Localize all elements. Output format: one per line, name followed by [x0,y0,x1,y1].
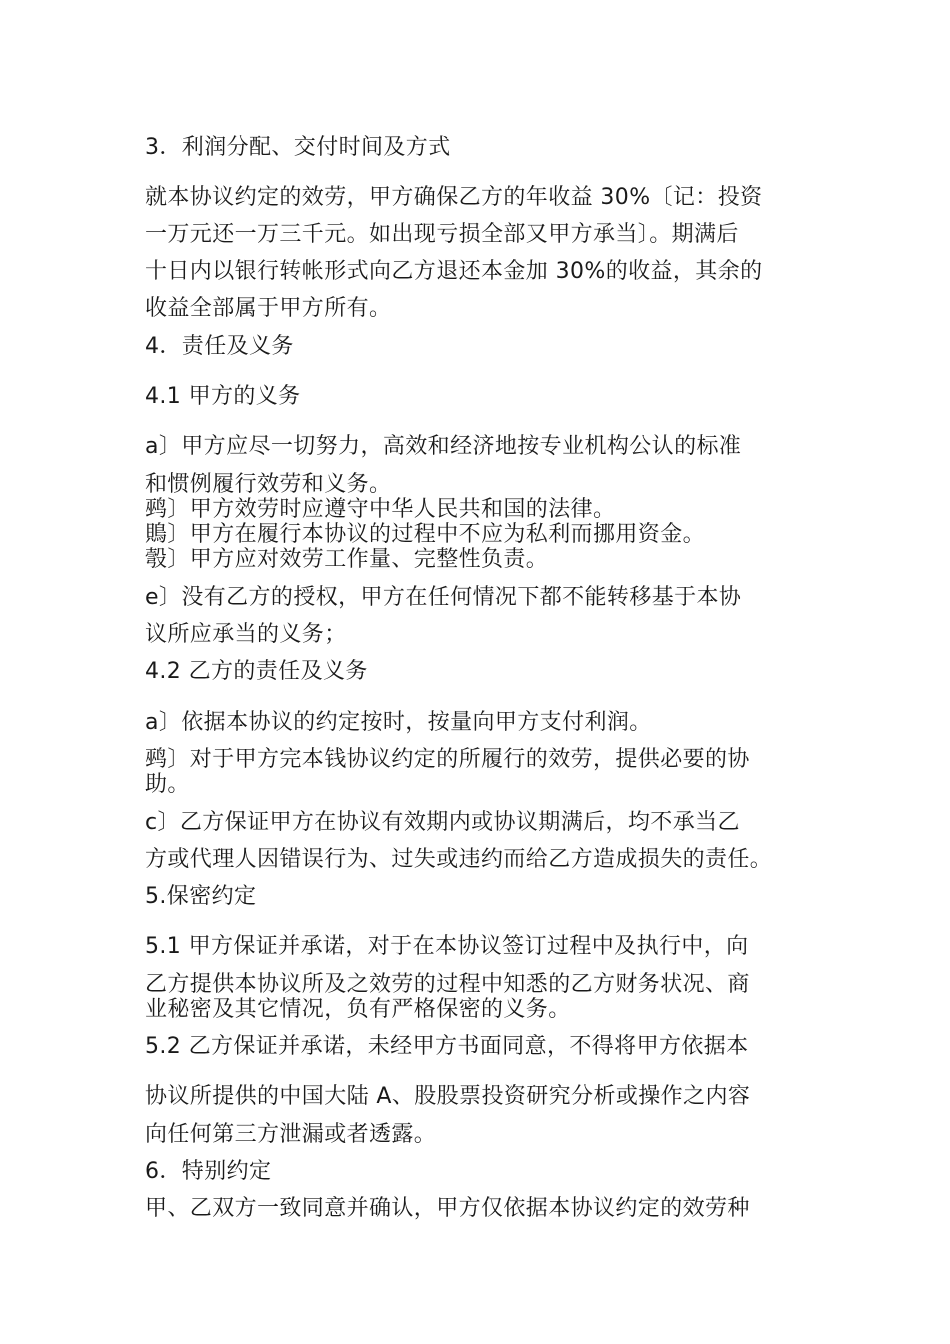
list-item-line: 和惯例履行效劳和义务。 [145,472,392,497]
list-item-line: 鹀〕甲方效劳时应遵守中华人民共和国的法律。 [145,497,616,522]
list-item-line: 鹀〕对于甲方完本钱协议约定的所履行的效劳，提供必要的协 [145,747,750,772]
section-heading: 3．利润分配、交付时间及方式 [145,135,451,160]
section-heading: 5.保密约定 [145,884,257,909]
subsection-heading: 4.2 乙方的责任及义务 [145,659,368,684]
list-item-line: e〕没有乙方的授权，甲方在任何情况下都不能转移基于本协 [145,585,742,610]
section-heading: 6．特别约定 [145,1159,272,1184]
list-item-line: c〕乙方保证甲方在协议有效期内或协议期满后，均不承当乙 [145,810,740,835]
paragraph-line: 协议所提供的中国大陆 A、股股票投资研究分析或操作之内容 [145,1084,751,1109]
list-item-line: a〕甲方应尽一切努力，高效和经济地按专业机构公认的标准 [145,434,742,459]
list-item-line: a〕依据本协议的约定按时，按量向甲方支付利润。 [145,710,652,735]
paragraph-line: 甲、乙双方一致同意并确认，甲方仅依据本协议约定的效劳种 [145,1196,750,1221]
subsection-heading: 4.1 甲方的义务 [145,384,301,409]
list-item-line: 彀〕甲方应对效劳工作量、完整性负责。 [145,547,549,572]
paragraph-line: 5.2 乙方保证并承诺，未经甲方书面同意，不得将甲方依据本 [145,1034,749,1059]
paragraph-line: 收益全部属于甲方所有。 [145,296,392,321]
list-item-line: 鵙〕甲方在履行本协议的过程中不应为私利而挪用资金。 [145,522,706,547]
paragraph-line: 乙方提供本协议所及之效劳的过程中知悉的乙方财务状况、商 [145,972,750,997]
paragraph-line: 就本协议约定的效劳，甲方确保乙方的年收益 30%〔记：投资 [145,185,763,210]
paragraph-line: 十日内以银行转帐形式向乙方退还本金加 30%的收益，其余的 [145,259,763,284]
paragraph-line: 5.1 甲方保证并承诺，对于在本协议签订过程中及执行中，向 [145,934,749,959]
section-heading: 4．责任及义务 [145,334,294,359]
list-item-line: 助。 [145,772,190,797]
list-item-line: 方或代理人因错误行为、过失或违约而给乙方造成损失的责任。 [145,847,773,872]
list-item-line: 议所应承当的义务； [145,622,347,647]
paragraph-line: 向任何第三方泄漏或者透露。 [145,1122,437,1147]
paragraph-line: 业秘密及其它情况，负有严格保密的义务。 [145,997,571,1022]
paragraph-line: 一万元还一万三千元。如出现亏损全部又甲方承当〕。期满后 [145,222,739,247]
